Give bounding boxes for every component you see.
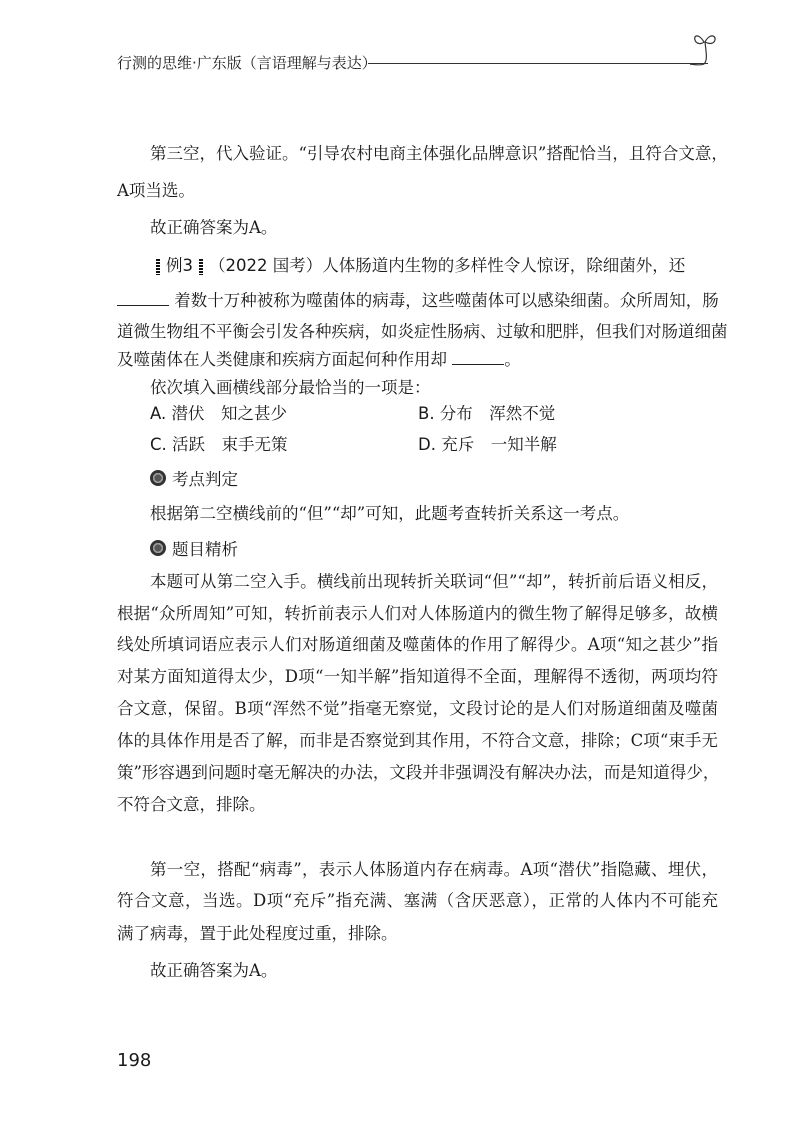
page-number: 198 <box>117 1050 152 1071</box>
answer-blank <box>117 291 169 306</box>
analysis-line: 线处所填词语应表示人们对肠道细菌及噬菌体的作用了解得少。A项“知之甚少”指 <box>117 635 718 654</box>
analysis-line: 对某方面知道得太少，D项“一知半解”指知道得不全面，理解得不透彻，两项均符 <box>117 667 718 686</box>
example-line <box>117 287 718 311</box>
analysis-line: 第一空，搭配“病毒”，表示人体肠道内存在病毒。A项“潜伏”指隐藏、埋伏， <box>150 860 718 879</box>
bracket-mark-icon <box>156 259 160 275</box>
section-title: 考点判定 <box>172 470 238 489</box>
analysis-line: 本题可从第二空入手。横线前出现转折关联词“但”“却”，转折前后语义相反， <box>150 572 718 591</box>
example-line <box>150 252 718 276</box>
option-b: B. 分布 浑然不觉 <box>418 404 556 423</box>
analysis-line: 符合文意，当选。D项“充斥”指充满、塞满（含厌恶意），正常的人体内不可能充 <box>117 891 718 910</box>
analysis-line: 不符合文意，排除。 <box>117 795 266 814</box>
badge-icon <box>150 540 166 556</box>
analysis-line: 根据“众所周知”可知，转折前表示人们对人体肠道内的微生物了解得足够多，故横 <box>117 604 718 623</box>
badge-icon <box>150 470 166 486</box>
section-title: 题目精析 <box>172 540 238 559</box>
analysis-line: 体的具体作用是否了解，而非是否察觉到其作用，不符合文意，排除；C项“束手无 <box>117 731 718 750</box>
option-a: A. 潜伏 知之甚少 <box>150 404 287 423</box>
section-text: 根据第二空横线前的“但”“却”可知，此题考查转折关系这一考点。 <box>150 504 630 523</box>
header-rule <box>368 63 708 64</box>
example-line <box>117 346 718 370</box>
header-title: 行测的思维·广东版（言语理解与表达） <box>117 54 377 72</box>
example-text: （2022 国考）人体肠道内生物的多样性令人惊讶，除细菌外，还 <box>209 256 686 275</box>
question-prompt: 依次填入画横线部分最恰当的一项是： <box>150 378 431 397</box>
example-text: 及噬菌体在人类健康和疾病方面起何种作用却 <box>117 350 447 369</box>
option-c: C. 活跃 束手无策 <box>150 435 288 454</box>
answer-blank <box>452 350 504 365</box>
section-heading-jingxi <box>150 536 238 560</box>
example-text: 。 <box>504 350 521 369</box>
option-d: D. 充斥 一知半解 <box>418 435 557 454</box>
conclusion-text: 故正确答案为A。 <box>150 218 278 237</box>
analysis-line: 合文意，保留。B项“浑然不觉”指毫无察觉，文段讨论的是人们对肠道细菌及噬菌 <box>117 699 718 718</box>
bracket-mark-icon <box>199 259 203 275</box>
example-line: 道微生物组不平衡会引发各种疾病，如炎症性肠病、过敏和肥胖，但我们对肠道细菌 <box>117 322 728 341</box>
section-heading-kaodian <box>150 466 238 490</box>
conclusion-text: 故正确答案为A。 <box>150 961 278 980</box>
example-label: 例3 <box>166 256 193 275</box>
example-text: 着数十万种被称为噬菌体的病毒，这些噬菌体可以感染细菌。众所周知，肠 <box>174 291 719 310</box>
analysis-line: 满了病毒，置于此处程度过重，排除。 <box>117 924 398 943</box>
paragraph-line: 第三空，代入验证。“引导农村电商主体强化品牌意识”搭配恰当，且符合文意， <box>150 144 728 163</box>
analysis-line: 策”形容遇到问题时毫无解决的办法，文段并非强调没有解决办法，而是知道得少， <box>117 763 720 782</box>
paragraph-line: A项当选。 <box>117 181 195 200</box>
sprout-icon <box>690 28 720 78</box>
